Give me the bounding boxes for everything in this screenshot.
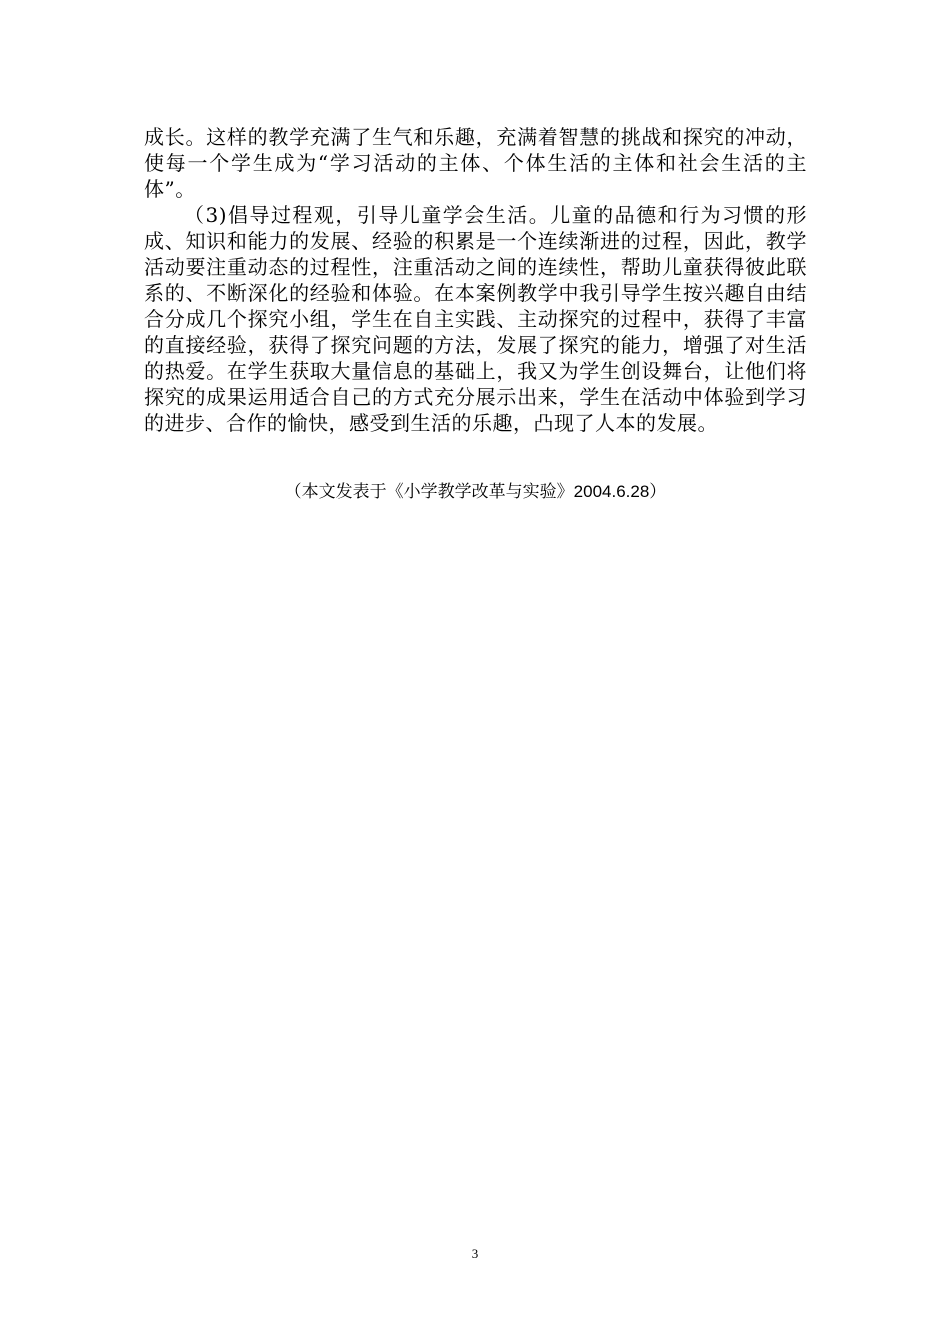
paragraph-process-view: （3)倡导过程观，引导儿童学会生活。儿童的品德和行为习惯的形成、知识和能力的发展、经验的积累是一个连续渐进的过程，因此，教学活动要注重动态的过程性，注重活动之间的连续性，帮助儿童获得彼此联系的、不断深化的经验和体验。在本案例教学中我引导学生按兴趣自由结合分成几个探究小组，学生在自主实践、主动探究的过程中，获得了丰富的直接经验，获得了探究问题的方法，发展了探究的能力，增强了对生活的热爱。在学生获取大量信息的基础上，我又为学生创设舞台，让他们将探究的成果运用适合自己的方式充分展示出来，学生在活动中体验到学习的进步、合作的愉快，感受到生活的乐趣，凸现了人本的发展。	[144, 203, 807, 435]
body-text	[144, 124, 807, 436]
paragraph-continuation: 成长。这样的教学充满了生气和乐趣，充满着智慧的挑战和探究的冲动，使每一个学生成为“学习活动的主体、个体生活的主体和社会生活的主体”。	[144, 125, 807, 201]
page-number: 3	[471, 1246, 479, 1261]
publication-note: （本文发表于《小学教学改革与实验》2004.6.28）	[284, 482, 667, 501]
